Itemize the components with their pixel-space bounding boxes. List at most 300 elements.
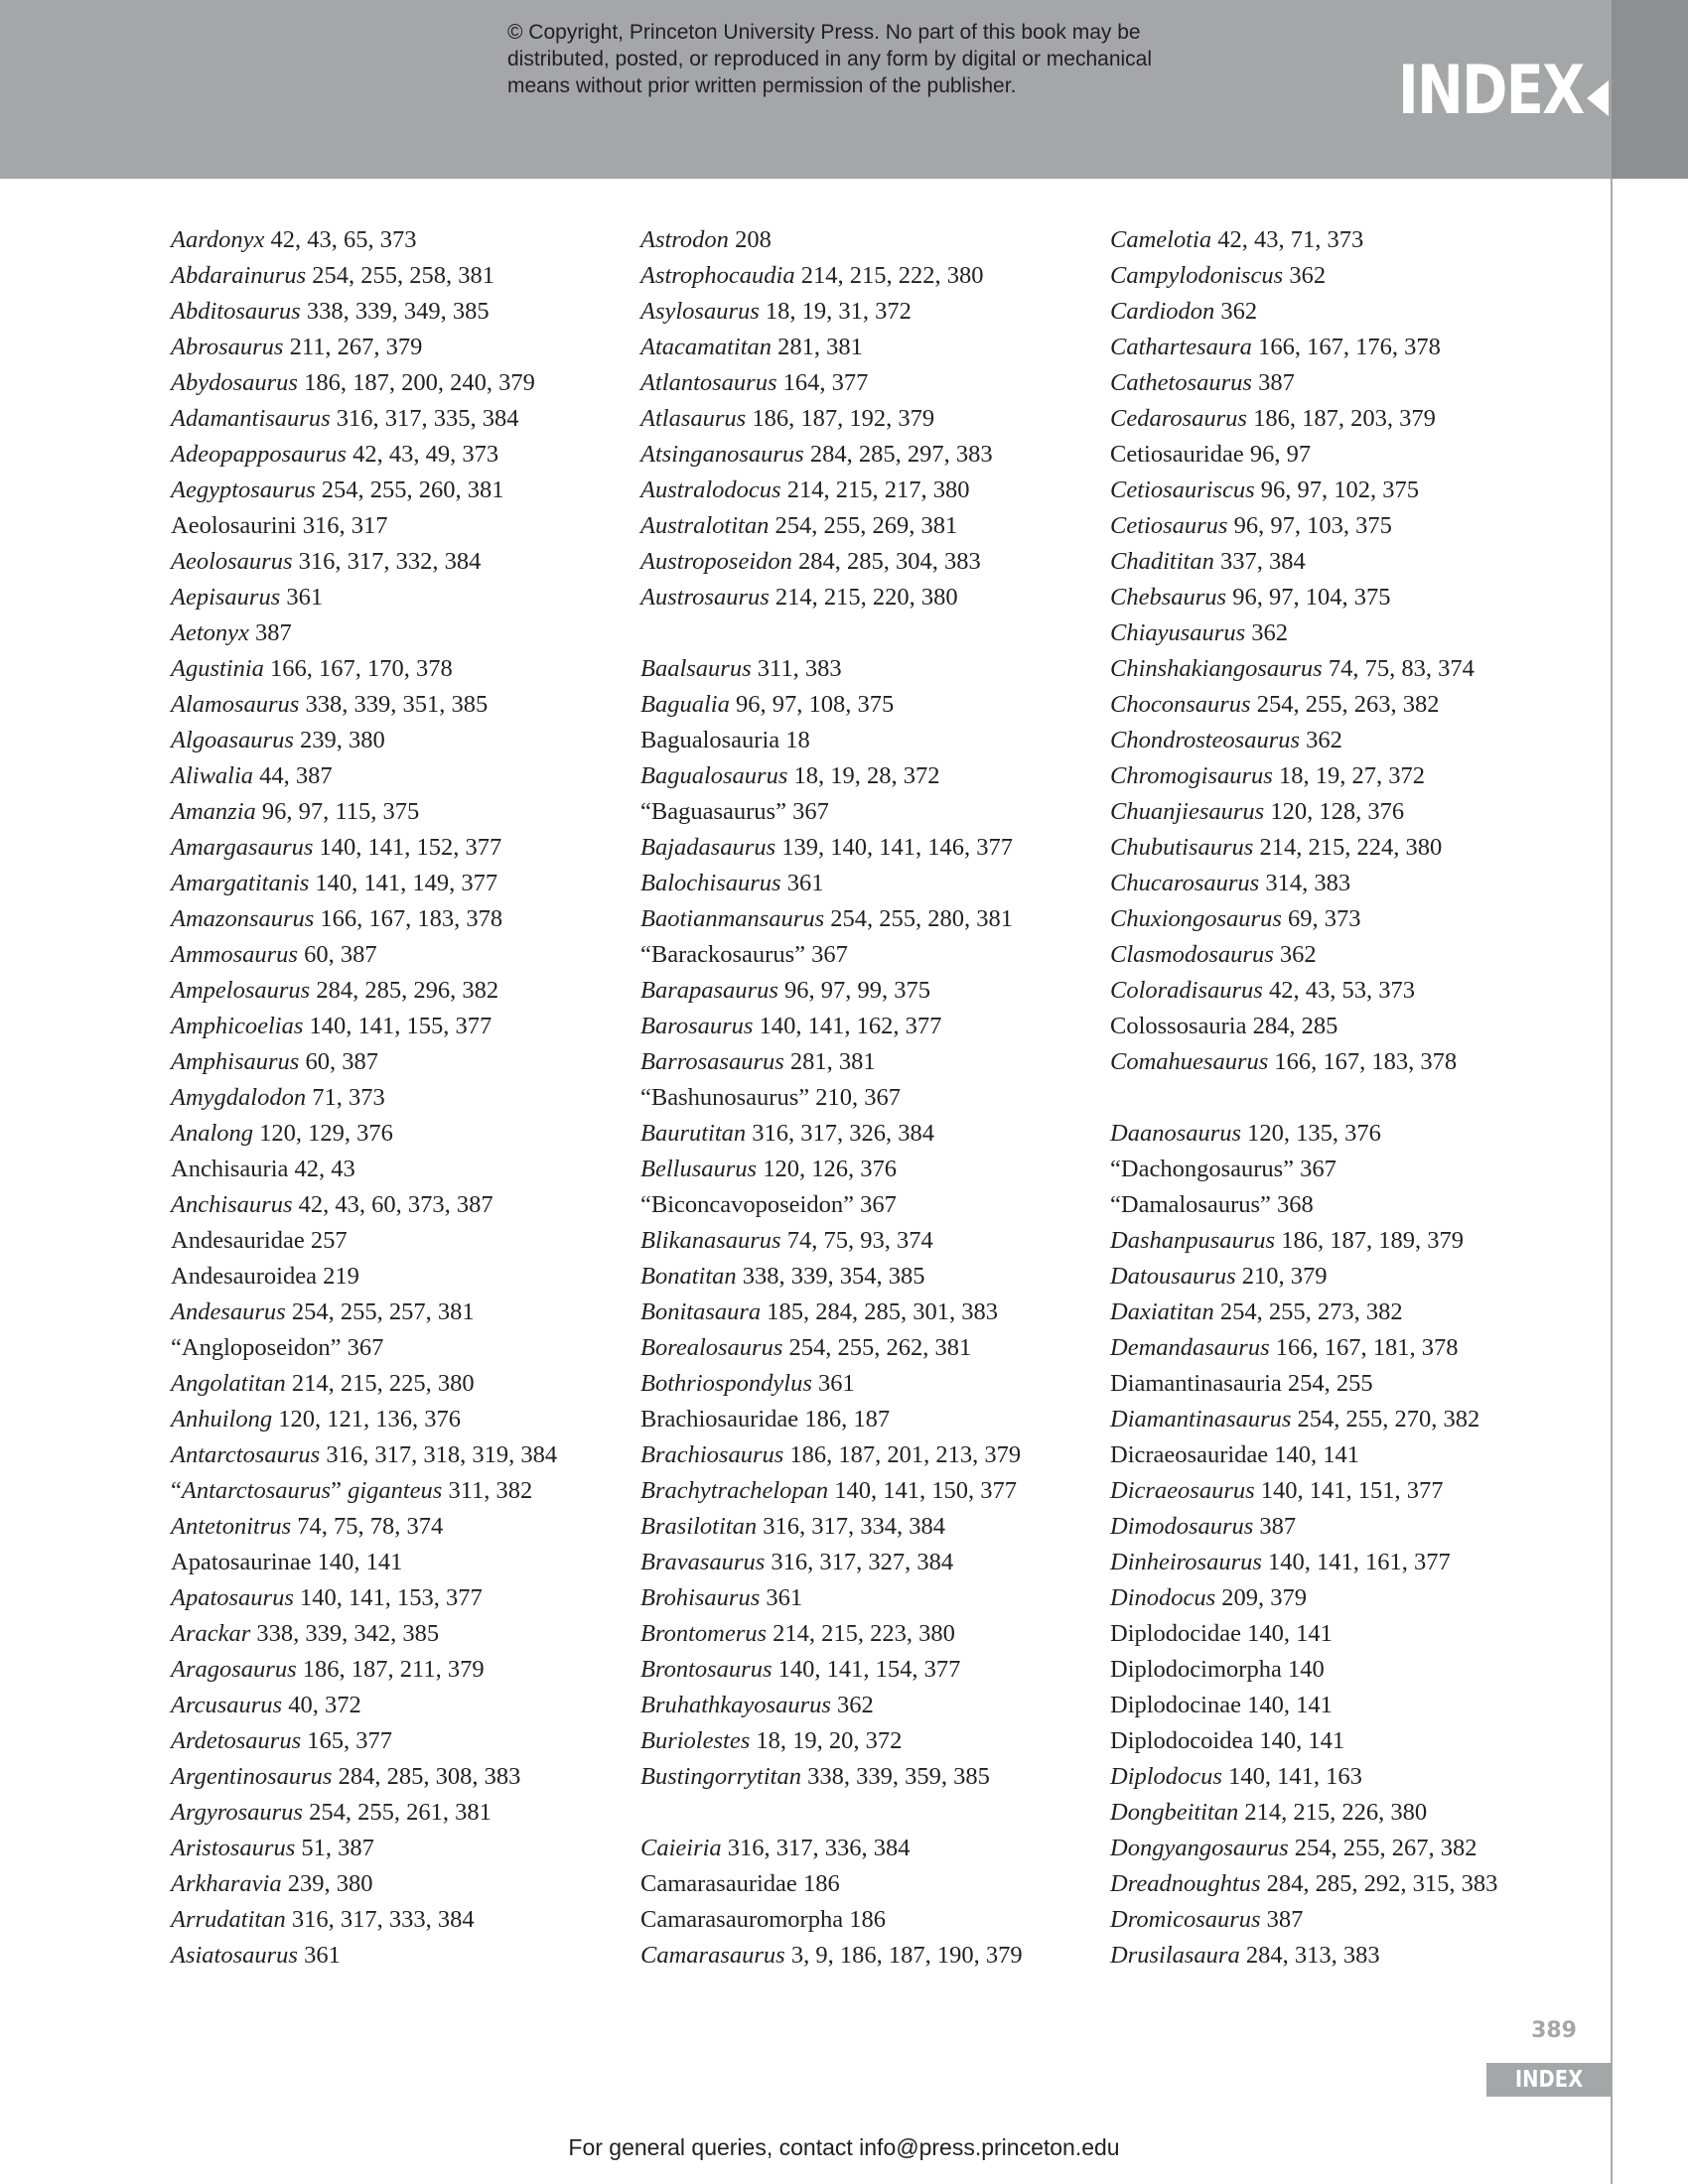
index-page-refs: 186, 187, 192, 379 — [746, 405, 935, 432]
index-term: Astrophocaudia — [640, 262, 795, 289]
copyright-notice — [507, 19, 1222, 99]
index-page-refs: 338, 339, 354, 385 — [736, 1263, 925, 1290]
index-page-refs: 281, 381 — [772, 334, 863, 360]
index-entry — [640, 1938, 1097, 1974]
index-page-refs: 42, 43, 49, 373 — [346, 441, 499, 468]
index-page-refs: 42, 43 — [288, 1156, 355, 1182]
index-page-refs: 140, 141, 149, 377 — [309, 870, 498, 896]
index-page-refs: 254, 255, 269, 381 — [769, 512, 958, 539]
index-term: Diplodocinae — [1110, 1692, 1241, 1718]
index-page-refs: 362 — [1273, 941, 1317, 968]
index-page-refs: 214, 215, 217, 380 — [780, 477, 970, 503]
index-term: Bajadasaurus — [640, 834, 776, 861]
index-entry — [171, 1688, 628, 1723]
index-page-refs: 166, 167, 181, 378 — [1269, 1334, 1459, 1361]
index-page-refs: 74, 75, 78, 374 — [291, 1513, 444, 1540]
index-page-refs: 338, 339, 342, 385 — [250, 1620, 440, 1647]
index-term: Choconsaurus — [1110, 691, 1251, 718]
index-page-refs: 185, 284, 285, 301, 383 — [761, 1298, 999, 1325]
index-entry — [171, 1795, 628, 1831]
index-page-refs: 284, 285, 297, 383 — [803, 441, 993, 468]
index-term: Dashanpusaurus — [1110, 1227, 1276, 1254]
index-entry — [1110, 1580, 1567, 1616]
index-term: Diplodocus — [1110, 1763, 1222, 1790]
index-entry — [1110, 687, 1567, 723]
index-page-refs: 311, 382 — [442, 1477, 533, 1504]
index-term: “Barackosaurus” — [640, 941, 805, 968]
index-term: Brohisaurus — [640, 1584, 761, 1611]
index-term: Amazonsaurus — [171, 905, 315, 932]
index-term: Brachiosaurus — [640, 1441, 784, 1468]
index-page-refs: 210, 379 — [1235, 1263, 1328, 1290]
index-term: Brachiosauridae — [640, 1406, 799, 1433]
index-term: Antetonitrus — [171, 1513, 292, 1540]
index-entry — [1110, 222, 1567, 258]
index-page-refs: 140 — [1281, 1656, 1325, 1683]
index-entry — [640, 901, 1097, 937]
index-page-refs: 362 — [1214, 298, 1258, 325]
index-page-refs: 140, 141, 153, 377 — [293, 1584, 483, 1611]
index-term: Bagualosaurus — [640, 762, 788, 789]
index-term: Bravasaurus — [640, 1549, 766, 1575]
index-term: Andesauroidea — [171, 1263, 317, 1290]
index-entry — [171, 1044, 628, 1080]
index-entry — [171, 758, 628, 794]
index-page-refs: 164, 377 — [776, 369, 869, 396]
index-page-refs: 74, 75, 83, 374 — [1322, 655, 1475, 682]
index-page-refs: 214, 215, 220, 380 — [769, 584, 958, 611]
index-page-refs: 362 — [830, 1692, 874, 1718]
index-page-refs: 140, 141 — [1253, 1727, 1345, 1754]
index-entry — [1110, 401, 1567, 437]
index-entry — [1110, 1437, 1567, 1473]
index-term: Brachytrachelopan — [640, 1477, 829, 1504]
index-page-refs: 316, 317, 327, 384 — [765, 1549, 954, 1575]
index-entry — [640, 973, 1097, 1009]
index-entry — [640, 294, 1097, 330]
index-page-refs: 96, 97 — [1243, 441, 1312, 468]
index-term: Bonatitan — [640, 1263, 737, 1290]
index-term: Camarasauridae — [640, 1870, 797, 1897]
index-term: Apatosaurus — [171, 1584, 294, 1611]
chapter-tab — [1612, 0, 1688, 179]
index-entry — [640, 723, 1097, 758]
index-term: Cathartesaura — [1110, 334, 1252, 360]
index-page-refs: 387 — [1251, 369, 1295, 396]
index-entry — [640, 401, 1097, 437]
index-page-refs: 387 — [248, 619, 292, 646]
index-page-refs: 96, 97, 115, 375 — [255, 798, 420, 825]
index-term: Astrodon — [640, 226, 729, 253]
index-term: Datousaurus — [1110, 1263, 1236, 1290]
page-number: 389 — [1531, 2018, 1577, 2043]
index-entry — [640, 544, 1097, 580]
index-page-refs: 338, 339, 351, 385 — [299, 691, 489, 718]
index-entry — [640, 1009, 1097, 1044]
index-entry — [640, 1437, 1097, 1473]
index-page-refs: 316, 317, 326, 384 — [746, 1120, 935, 1147]
index-page-refs: 186, 187, 203, 379 — [1246, 405, 1436, 432]
index-entry — [1110, 258, 1567, 294]
index-entry — [1110, 794, 1567, 830]
index-entry — [171, 901, 628, 937]
index-term: Arkharavia — [171, 1870, 282, 1897]
index-term: Diplodocimorpha — [1110, 1656, 1282, 1683]
copyright-line: distributed, posted, or reproduced in any form by digital or mechanical — [507, 48, 1153, 70]
copyright-line: means without prior written permission of the publisher. — [507, 74, 1017, 97]
index-entry — [640, 1044, 1097, 1080]
index-page-refs: 18, 19, 31, 372 — [759, 298, 912, 325]
index-term: Diamantinasaurus — [1110, 1406, 1292, 1433]
index-page-refs: 338, 339, 359, 385 — [800, 1763, 990, 1790]
index-page-refs: 96, 97, 108, 375 — [729, 691, 895, 718]
index-entry — [1110, 973, 1567, 1009]
footer-contact-note: For general queries, contact info@press.princeton.edu — [568, 2134, 1120, 2160]
index-page-refs: 316, 317, 334, 384 — [757, 1513, 945, 1540]
index-page-refs: 254, 255, 267, 382 — [1288, 1835, 1477, 1861]
index-term: Aegyptosaurus — [171, 477, 316, 503]
index-term: “Baguasaurus” — [640, 798, 786, 825]
index-page-refs: 140, 141 — [311, 1549, 403, 1575]
index-term: Aristosaurus — [171, 1835, 296, 1861]
index-page-refs: 338, 339, 349, 385 — [300, 298, 490, 325]
index-page-refs: 239, 380 — [293, 727, 385, 753]
index-term: Australotitan — [640, 512, 770, 539]
page-edge-rule — [1611, 179, 1613, 2184]
index-page-refs: 284, 285, 296, 382 — [310, 977, 499, 1004]
index-entry — [1110, 723, 1567, 758]
index-term: Baotianmansaurus — [640, 905, 825, 932]
index-entry — [640, 651, 1097, 687]
index-entry — [171, 1366, 628, 1402]
index-entry — [1110, 1366, 1567, 1402]
index-term: “Damalosaurus” — [1110, 1191, 1271, 1218]
index-page-refs: 96, 97, 102, 375 — [1254, 477, 1420, 503]
index-term: Balochisaurus — [640, 870, 781, 896]
index-page-refs: 186, 187, 211, 379 — [296, 1656, 485, 1683]
index-page-refs: 18, 19, 28, 372 — [787, 762, 940, 789]
index-term: Chucarosaurus — [1110, 870, 1260, 896]
index-page-refs: 140, 141, 150, 377 — [828, 1477, 1018, 1504]
index-page-refs: 18, 19, 27, 372 — [1272, 762, 1425, 789]
section-title: INDEX — [1398, 52, 1584, 130]
index-entry — [171, 723, 628, 758]
index-page-refs: 44, 387 — [253, 762, 333, 789]
index-entry — [640, 437, 1097, 473]
index-entry — [640, 365, 1097, 401]
index-entry — [640, 1223, 1097, 1259]
index-page-refs: 239, 380 — [281, 1870, 373, 1897]
index-term: Andesaurus — [171, 1298, 286, 1325]
index-page-refs: 316, 317, 332, 384 — [292, 548, 482, 575]
index-term: Cetiosauridae — [1110, 441, 1244, 468]
index-term: Bagualia — [640, 691, 730, 718]
index-term: Aragosaurus — [171, 1656, 297, 1683]
index-term: Algoasaurus — [171, 727, 294, 753]
index-term: “Dachongosaurus” — [1110, 1156, 1295, 1182]
index-entry — [640, 330, 1097, 365]
index-term: Abditosaurus — [171, 298, 301, 325]
index-entry — [171, 1580, 628, 1616]
index-entry — [640, 1759, 1097, 1795]
index-page-refs: 254, 255, 258, 381 — [306, 262, 495, 289]
index-term: Cetiosaurus — [1110, 512, 1228, 539]
index-entry — [640, 794, 1097, 830]
index-entry — [640, 258, 1097, 294]
index-entry — [1110, 1652, 1567, 1688]
index-term: Atlantosaurus — [640, 369, 777, 396]
index-page-refs: 367 — [854, 1191, 897, 1218]
footer-section-tab — [1486, 2063, 1612, 2097]
index-term: Asylosaurus — [640, 298, 760, 325]
index-term: Asiatosaurus — [171, 1942, 298, 1969]
index-page-refs: 387 — [1260, 1906, 1304, 1933]
index-entry — [1110, 1723, 1567, 1759]
index-page-refs: 51, 387 — [295, 1835, 374, 1861]
index-page-refs: 140, 141 — [1268, 1441, 1360, 1468]
index-term: Chuanjiesaurus — [1110, 798, 1265, 825]
index-entry — [171, 365, 628, 401]
index-entry — [1110, 1831, 1567, 1866]
index-entry — [640, 830, 1097, 866]
index-entry — [171, 1902, 628, 1938]
index-entry — [1110, 1330, 1567, 1366]
index-column-3 — [1110, 222, 1567, 1974]
index-page-refs: 362 — [1245, 619, 1289, 646]
index-page-refs: 254, 255, 270, 382 — [1291, 1406, 1480, 1433]
index-page-refs: 254, 255, 273, 382 — [1213, 1298, 1403, 1325]
index-term: Aeolosaurus — [171, 548, 293, 575]
index-page-refs: 367 — [341, 1334, 384, 1361]
index-page-refs: 140, 141 — [1241, 1692, 1333, 1718]
index-term: Chubutisaurus — [1110, 834, 1254, 861]
index-term: Daanosaurus — [1110, 1120, 1242, 1147]
index-term: “Bashunosaurus” — [640, 1084, 810, 1111]
index-page-refs: 120, 128, 376 — [1264, 798, 1405, 825]
index-entry — [1110, 473, 1567, 508]
index-entry — [1110, 651, 1567, 687]
index-entry — [171, 651, 628, 687]
index-term: Atacamatitan — [640, 334, 773, 360]
index-page-refs: 211, 267, 379 — [283, 334, 423, 360]
index-term: Diplodocoidea — [1110, 1727, 1254, 1754]
index-page-refs: 60, 387 — [299, 1048, 378, 1075]
index-term: Blikanasaurus — [640, 1227, 781, 1254]
index-page-refs: 3, 9, 186, 187, 190, 379 — [784, 1942, 1023, 1969]
index-entry — [640, 1402, 1097, 1437]
index-entry — [640, 1295, 1097, 1330]
index-entry — [1110, 1759, 1567, 1795]
index-page-refs: 96, 97, 99, 375 — [777, 977, 930, 1004]
index-page-refs: 284, 313, 383 — [1239, 1942, 1380, 1969]
index-term: Amanzia — [171, 798, 256, 825]
index-page-refs: 254, 255, 262, 381 — [782, 1334, 972, 1361]
index-page-refs: 316, 317 — [296, 512, 388, 539]
index-entry — [1110, 1259, 1567, 1295]
index-entry — [171, 1223, 628, 1259]
index-term: Bagualosauria — [640, 727, 780, 753]
index-term: Austrosaurus — [640, 584, 770, 611]
index-entry — [171, 1866, 628, 1902]
index-letter-gap — [640, 615, 1097, 651]
index-entry — [1110, 580, 1567, 615]
index-entry — [1110, 1009, 1567, 1044]
index-page-refs: 281, 381 — [783, 1048, 876, 1075]
index-page-refs: 284, 285, 308, 383 — [332, 1763, 521, 1790]
index-term: Austroposeidon — [640, 548, 792, 575]
index-term: Atsinganosaurus — [640, 441, 804, 468]
index-page-refs: 60, 387 — [297, 941, 377, 968]
index-entry — [1110, 365, 1567, 401]
index-page-refs: 140, 141, 161, 377 — [1261, 1549, 1451, 1575]
index-entry — [1110, 901, 1567, 937]
index-term: Cedarosaurus — [1110, 405, 1247, 432]
index-term: Chuxiongosaurus — [1110, 905, 1282, 932]
index-entry — [171, 866, 628, 901]
index-entry — [1110, 758, 1567, 794]
index-entry — [1110, 544, 1567, 580]
index-term: Antarctosaurus — [171, 1441, 321, 1468]
index-page-refs: 166, 167, 170, 378 — [263, 655, 453, 682]
index-term: Ampelosaurus — [171, 977, 311, 1004]
index-page-refs: 208 — [728, 226, 772, 253]
index-entry — [171, 1295, 628, 1330]
index-entry — [171, 473, 628, 508]
index-entry — [171, 1509, 628, 1545]
index-page-refs: 186 — [796, 1870, 840, 1897]
index-page-refs: 367 — [1294, 1156, 1336, 1182]
index-page-refs: 316, 317, 336, 384 — [721, 1835, 911, 1861]
index-term: Anchisauria — [171, 1156, 289, 1182]
index-page-refs: 42, 43, 65, 373 — [264, 226, 417, 253]
index-entry — [171, 1187, 628, 1223]
index-page-refs: 120, 121, 136, 376 — [272, 1406, 461, 1433]
index-page-refs: 214, 215, 224, 380 — [1253, 834, 1443, 861]
index-entry — [640, 1509, 1097, 1545]
index-page-refs: 166, 167, 183, 378 — [314, 905, 503, 932]
index-term: Analong — [171, 1120, 254, 1147]
index-page-refs: 40, 372 — [282, 1692, 361, 1718]
index-page-refs: 18 — [779, 727, 810, 753]
index-term: Dinodocus — [1110, 1584, 1216, 1611]
index-entry — [640, 1902, 1097, 1938]
index-entry — [171, 508, 628, 544]
index-entry — [640, 1473, 1097, 1509]
index-page-refs: 368 — [1270, 1191, 1314, 1218]
index-page-refs: 361 — [760, 1584, 803, 1611]
index-entry — [640, 866, 1097, 901]
index-page-refs: 140, 141, 154, 377 — [772, 1656, 961, 1683]
index-entry — [640, 937, 1097, 973]
index-page-refs: 316, 317, 335, 384 — [330, 405, 519, 432]
index-page-refs: 361 — [780, 870, 824, 896]
index-entry — [640, 1866, 1097, 1902]
index-entry — [1110, 1688, 1567, 1723]
index-entry — [171, 1116, 628, 1152]
index-entry — [171, 830, 628, 866]
index-entry — [171, 1545, 628, 1580]
index-page-refs: 42, 43, 60, 373, 387 — [292, 1191, 493, 1218]
index-term: Chiayusaurus — [1110, 619, 1246, 646]
index-term: Buriolestes — [640, 1727, 751, 1754]
index-term: Cetiosauriscus — [1110, 477, 1255, 503]
index-page-refs: 186, 187, 200, 240, 379 — [297, 369, 535, 396]
index-term: Barapasaurus — [640, 977, 778, 1004]
index-term: Amargasaurus — [171, 834, 314, 861]
index-term: “Antarctosaurus” giganteus — [171, 1477, 443, 1504]
arrow-left-icon — [1587, 80, 1609, 116]
index-term: Baurutitan — [640, 1120, 747, 1147]
index-page-refs: 186, 187, 189, 379 — [1275, 1227, 1464, 1254]
index-term: Baalsaurus — [640, 655, 752, 682]
index-page-refs: 140, 141 — [1241, 1620, 1333, 1647]
index-page-refs: 362 — [1283, 262, 1327, 289]
index-term: Abrosaurus — [171, 334, 284, 360]
index-term: Arcusaurus — [171, 1692, 283, 1718]
index-page-refs: 96, 97, 103, 375 — [1227, 512, 1392, 539]
index-page-refs: 140, 141, 155, 377 — [303, 1013, 492, 1039]
index-page-refs: 209, 379 — [1215, 1584, 1308, 1611]
index-entry — [640, 1831, 1097, 1866]
index-page-refs: 166, 167, 176, 378 — [1251, 334, 1441, 360]
index-term: Bellusaurus — [640, 1156, 758, 1182]
index-page-refs: 186, 187 — [798, 1406, 891, 1433]
index-term: Anhuilong — [171, 1406, 273, 1433]
index-page-refs: 314, 383 — [1259, 870, 1351, 896]
index-term: Ardetosaurus — [171, 1727, 302, 1754]
index-entry — [171, 1437, 628, 1473]
index-term: Chinshakiangosaurus — [1110, 655, 1323, 682]
index-entry — [1110, 937, 1567, 973]
index-page-refs: 254, 255 — [1281, 1370, 1373, 1397]
index-page-refs: 74, 75, 93, 374 — [780, 1227, 933, 1254]
index-entry — [171, 794, 628, 830]
index-entry — [1110, 330, 1567, 365]
index-entry — [1110, 1187, 1567, 1223]
index-entry — [171, 937, 628, 973]
index-term: Cathetosaurus — [1110, 369, 1252, 396]
index-page-refs: 120, 135, 376 — [1241, 1120, 1381, 1147]
index-term: Demandasaurus — [1110, 1334, 1270, 1361]
index-page-refs: 140, 141, 152, 377 — [313, 834, 502, 861]
index-term: Dicraeosaurus — [1110, 1477, 1255, 1504]
index-entry — [171, 1759, 628, 1795]
index-term: Australodocus — [640, 477, 781, 503]
index-page-refs: 284, 285, 304, 383 — [791, 548, 981, 575]
index-page-refs: 214, 215, 225, 380 — [285, 1370, 475, 1397]
index-term: Agustinia — [171, 655, 264, 682]
index-term: Daxiatitan — [1110, 1298, 1214, 1325]
index-entry — [171, 1152, 628, 1187]
index-term: “Biconcavoposeidon” — [640, 1191, 854, 1218]
index-entry — [640, 473, 1097, 508]
index-term: Dromicosaurus — [1110, 1906, 1261, 1933]
index-term: Chebsaurus — [1110, 584, 1227, 611]
index-term: Adamantisaurus — [171, 405, 331, 432]
index-entry — [1110, 1116, 1567, 1152]
index-page-refs: 284, 285, 292, 315, 383 — [1260, 1870, 1498, 1897]
index-term: Amphicoelias — [171, 1013, 304, 1039]
index-entry — [640, 1187, 1097, 1223]
index-entry — [640, 222, 1097, 258]
index-entry — [171, 1473, 628, 1509]
index-term: Bothriospondylus — [640, 1370, 812, 1397]
index-term: Barrosasaurus — [640, 1048, 784, 1075]
index-page-refs: 361 — [280, 584, 324, 611]
index-term: Amphisaurus — [171, 1048, 300, 1075]
index-page-refs: 71, 373 — [306, 1084, 385, 1111]
index-entry — [171, 1080, 628, 1116]
